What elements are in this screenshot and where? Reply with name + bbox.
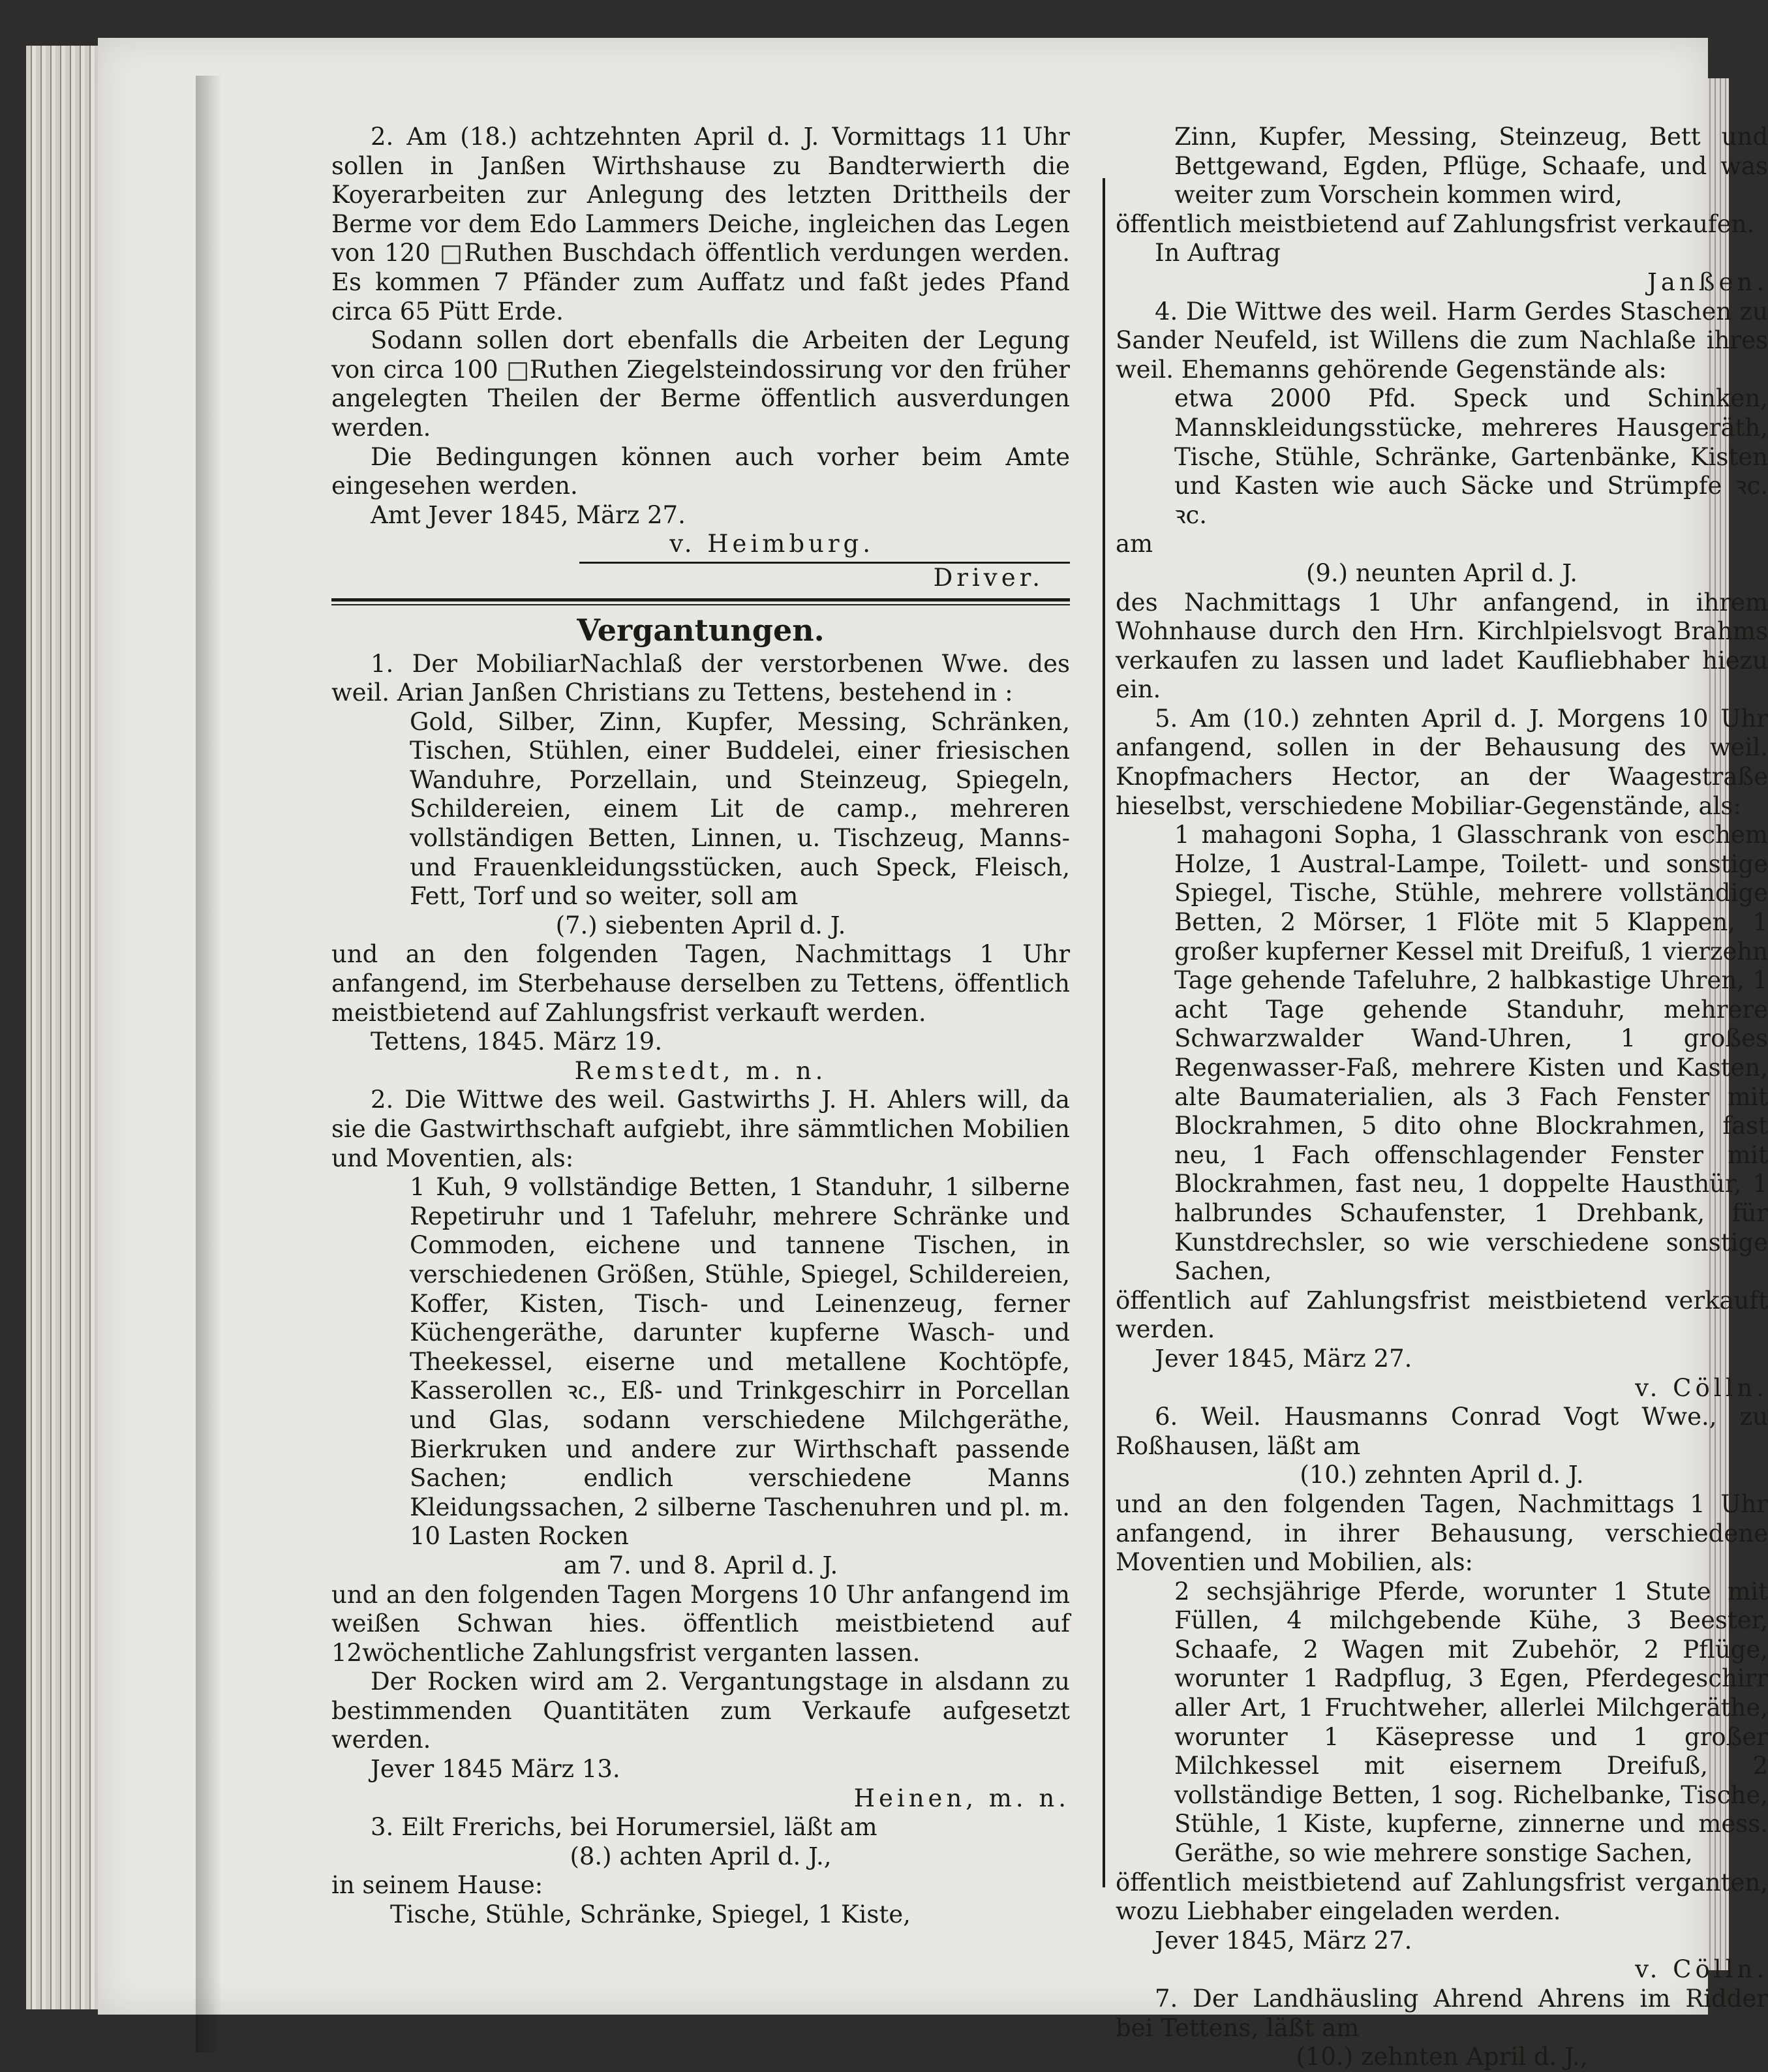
vergantung-5-intro: 5. Am (10.) zehnten April d. J. Morgens 10 Uhr anfangend, sollen in der Behausung des weil. Knopfmachers Hector, an der Waagestraße hieselbst, verschiedene Mobiliar-Gegenstände, als: [1116, 704, 1768, 820]
vergantung-1-date: (7.) siebenten April d. J. [555, 911, 846, 939]
notice-2-text-b: Sodann sollen dort ebenfalls die Arbeiten der Legung von circa 100 □Ruthen Ziegelsteindossirung vor den früher angelegten Theilen der Berme öffentlich ausverdungen werden. [331, 326, 1070, 442]
book-page-edges [26, 46, 98, 2009]
vergantung-5-place: Jever 1845, März 27. [1155, 1344, 1412, 1373]
vergantung-3-date: (8.) achten April d. J., [570, 1842, 832, 1870]
vergantung-6-place: Jever 1845, März 27. [1155, 1926, 1412, 1955]
vergantung-6-intro: 6. Weil. Hausmanns Conrad Vogt Wwe., zu Roßhausen, läßt am [1116, 1403, 1768, 1460]
vergantung-6-items: 2 sechsjährige Pferde, worunter 1 Stute mit Füllen, 4 milchgebende Kühe, 3 Beester, Schaafe, 2 Wagen mit Zubehör, 2 Pflüge, worunter 1 Radpflug, 3 Egen, Pferdegeschirr aller Art, 1 Fruchtweher, allerlei Milchgeräthe, worunter 1 Käsepresse und 1 großer Milchkessel mit eisernem Dreifuß, 2 vollständige Betten, 1 sog. Richelbanke, Tische, Stühle, 1 Kiste, kupferne, zinnerne und mess. Geräthe, so wie mehrere sonstige Sachen, [1174, 1577, 1768, 1868]
vergantung-3-body-2: öffentlich meistbietend auf Zahlungsfrist verkaufen. [1116, 209, 1755, 238]
vergantung-3-items: Tische, Stühle, Schränke, Spiegel, 1 Kiste, [390, 1900, 911, 1929]
newspaper-page [98, 38, 1768, 2071]
vergantung-3-signature: Janßen. [1647, 267, 1768, 296]
notice-2-signature-1: v. Heimburg. [669, 530, 874, 558]
vergantung-5-signature: v. Cölln. [1635, 1373, 1768, 1402]
notice-2-text: 2. Am (18.) achtzehnten April d. J. Vormittags 11 Uhr sollen in Janßen Wirthshause zu Bandterwierth die Koyerarbeiten zur Anlegung des letzten Drittheils der Berme vor dem Edo Lammers Deiche, ingleichen das Legen von 120 □Ruthen Buschdach öffentlich verdungen werden. Es kommen 7 Pfänder zum Auffatz und faßt jedes Pfand circa 65 Pütt Erde. [331, 123, 1070, 326]
vergantung-2-items: 1 Kuh, 9 vollständige Betten, 1 Standuhr, 1 silberne Repetiruhr und 1 Tafeluhr, mehrere Schränke und Commoden, eichene und tannene Tischen, in verschiedenen Größen, Stühle, Spiegel, Schildereien, Koffer, Kisten, Tisch- und Leinenzeug, ferner Küchengeräthe, darunter kupferne Wasch- und Theekessel, eiserne und metallene Kochtöpfe, Kasserollen ꝛc., Eß- und Trinkgeschirr in Porcellan und Glas, sodann verschiedene Milchgeräthe, Bierkruken und andere zur Wirthschaft passende Sachen; endlich verschiedene Manns Kleidungssachen, 2 silberne Taschenuhren und pl. m. 10 Lasten Rocken [410, 1173, 1070, 1551]
vergantung-4-date: (9.) neunten April d. J. [1305, 558, 1578, 587]
vergantung-7-date: (10.) zehnten April d. J., [1296, 2043, 1588, 2071]
vergantung-6-date: (10.) zehnten April d. J. [1300, 1461, 1584, 1489]
section-divider [331, 598, 1070, 605]
notice-2-signature-2: Driver. [933, 563, 1044, 592]
vergantung-2-place: Jever 1845 März 13. [371, 1755, 620, 1784]
vergantung-4-am: am [1116, 530, 1153, 558]
vergantung-3-body: in seinem Hause: [331, 1871, 543, 1900]
vergantung-6-body-2: öffentlich meistbietend auf Zahlungsfrist verganten, wozu Liebhaber eingeladen werden. [1116, 1868, 1768, 1926]
vergantung-4-body: des Nachmittags 1 Uhr anfangend, in ihrem Wohnhause durch den Hrn. Kirchlpielsvogt Brahms verkaufen zu lassen und ladet Kaufliebhaber hiezu ein. [1116, 588, 1768, 704]
vergantung-1-intro: 1. Der MobiliarNachlaß der verstorbenen Wwe. des weil. Arian Janßen Christians zu Tettens, bestehend in : [331, 649, 1070, 707]
vergantung-4-intro: 4. Die Wittwe des weil. Harm Gerdes Staschen zu Sander Neufeld, ist Willens die zum Nachlaße ihres weil. Ehemanns gehörende Gegenstände als: [1116, 297, 1768, 384]
vergantung-5-items: 1 mahagoni Sopha, 1 Glasschrank von eschem Holze, 1 Austral-Lampe, Toilett- und sonstige Spiegel, Tische, Stühle, mehrere vollständige Betten, 2 Mörser, 1 Flöte mit 5 Klappen, 1 großer kupferner Kessel mit Dreifuß, 1 vierzehn Tage gehende Tafeluhre, 2 halbkastige Uhren, 1 acht Tage gehende Standuhr, mehrere Schwarzwalder Wand-Uhren, 1 großes Regenwasser-Faß, mehrere Kisten und Kasten, alte Baumaterialien, als 3 Fach Fenster mit Blockrahmen, 5 dito ohne Blockrahmen, fast neu, 1 Fach offenschlagender Fenster mit Blockrahmen, fast neu, 1 doppelte Hausthür, 1 halbrundes Schaufenster, 1 Drehbank, für Kunstdrechsler, so wie verschiedene sonstige Sachen, [1174, 821, 1768, 1286]
vergantung-2-intro: 2. Die Wittwe des weil. Gastwirths J. H. Ahlers will, da sie die Gastwirthschaft aufgiebt, ihre sämmtlichen Mobilien und Moventien, als: [331, 1086, 1070, 1172]
vergantung-2-signature: Heinen, m. n. [853, 1784, 1070, 1812]
vergantung-3-intro: 3. Eilt Frerichs, bei Horumersiel, läßt am [371, 1813, 877, 1842]
vergantung-6-signature: v. Cölln. [1635, 1955, 1768, 1984]
left-column [331, 123, 1070, 1930]
vergantung-3-auftrag: In Auftrag [1155, 239, 1281, 267]
vergantung-2-body: und an den folgenden Tagen Morgens 10 Uhr anfangend im weißen Schwan hies. öffentlich meistbietend auf 12wöchentliche Zahlungsfrist verganten lassen. [331, 1580, 1070, 1667]
vergantung-1-body: und an den folgenden Tagen, Nachmittags 1 Uhr anfangend, im Sterbehause derselben zu Tettens, öffentlich meistbietend auf Zahlungsfrist verkauft werden. [331, 940, 1070, 1027]
vergantung-4-items: etwa 2000 Pfd. Speck und Schinken, Mannskleidungsstücke, mehreres Hausgeräth, Tische, Stühle, Schränke, Gartenbänke, Kisten und Kasten wie auch Säcke und Strümpfe ꝛc. ꝛc. [1174, 384, 1768, 529]
vergantung-1-signature: Remstedt, m. n. [574, 1056, 827, 1085]
notice-2-place: Amt Jever 1845, März 27. [371, 500, 686, 529]
vergantung-2-body-2: Der Rocken wird am 2. Vergantungstage in alsdann zu bestimmenden Quantitäten zum Verkaufe aufgesetzt werden. [331, 1668, 1070, 1754]
gutter-shadow [196, 76, 222, 2052]
vergantung-5-body: öffentlich auf Zahlungsfrist meistbietend verkauft werden. [1116, 1286, 1768, 1344]
right-column [1116, 123, 1768, 2072]
vergantung-3-items-cont: Zinn, Kupfer, Messing, Steinzeug, Bett und Bettgewand, Egden, Pflüge, Schaafe, und was weiter zum Vorschein kommen wird, [1174, 123, 1768, 209]
vergantung-1-place: Tettens, 1845. März 19. [371, 1028, 663, 1056]
vergantung-6-body: und an den folgenden Tagen, Nachmittags 1 Uhr anfangend, in ihrer Behausung, verschiedene Moventien und Mobilien, als: [1116, 1489, 1768, 1577]
vergantung-7-intro: 7. Der Landhäusling Ahrend Ahrens im Ridder bei Tettens, läßt am [1116, 1985, 1768, 2042]
vergantung-1-items: Gold, Silber, Zinn, Kupfer, Messing, Schränken, Tischen, Stühlen, einer Buddelei, einer friesischen Wanduhre, Porzellain, und Steinzeug, Spiegeln, Schildereien, einem Lit de camp., mehreren vollständigen Betten, Linnen, u. Tischzeug, Manns- und Frauenkleidungsstücken, auch Speck, Fleisch, Fett, Torf und so weiter, soll am [410, 707, 1070, 911]
vergantung-2-date: am 7. und 8. April d. J. [563, 1551, 838, 1579]
notice-2-text-c: Die Bedingungen können auch vorher beim Amte eingesehen werden. [331, 442, 1070, 500]
column-divider [1103, 178, 1105, 1887]
section-heading: Vergantungen. [577, 612, 825, 648]
